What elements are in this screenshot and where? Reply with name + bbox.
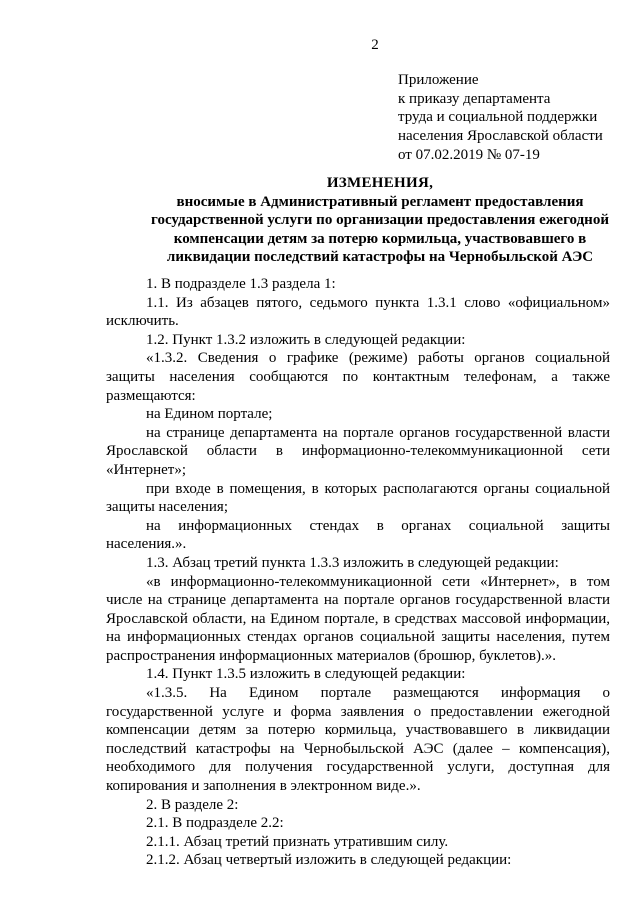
body-line: 2.1.1. Абзац третий признать утратившим силу. (146, 833, 449, 850)
title-line: ликвидации последствий катастрофы на Чернобыльской АЭС (166, 249, 594, 266)
body-line: на странице департамента на портале органов государственной власти (146, 424, 610, 441)
body-line: копирования и заполнения в электронном виде.». (106, 778, 421, 795)
title-heading: ИЗМЕНЕНИЯ, (326, 175, 434, 191)
body-line: на Едином портале; (146, 406, 273, 423)
body-line: 1.2. Пункт 1.3.2 изложить в следующей редакции: (146, 331, 466, 348)
appendix-line: труда и социальной поддержки (398, 109, 598, 126)
body-line: 1.1. Из абзацев пятого, седьмого пункта 1.3.1 слово «официальном» (146, 294, 610, 311)
body-line: защиты населения сообщаются по контактным телефонам, а также (106, 368, 610, 385)
body-line: последствий катастрофы на Чернобыльской АЭС (далее – компенсация), (106, 740, 610, 757)
appendix-line: населения Ярославской области (398, 128, 603, 145)
body-line: на информационных стендах органов социальной защиты населения, путем (106, 629, 610, 646)
body-line: 2.1. В подразделе 2.2: (146, 815, 284, 832)
appendix-block (398, 71, 603, 165)
body-line: населения.». (106, 536, 187, 553)
body-line: «Интернет»; (106, 461, 186, 478)
body-line: «1.3.5. На Едином портале размещаются информация о (146, 685, 610, 702)
title-line: вносимые в Административный регламент предоставления (176, 193, 584, 210)
body-line: необходимого для получения государственной услуги, доступная для (106, 759, 610, 776)
document-title (100, 174, 640, 267)
body-line: исключить. (106, 313, 179, 330)
body-line: на информационных стендах в органах социальной защиты (146, 517, 610, 534)
body-line: Ярославской области в информационно-телекоммуникационной сети (106, 443, 610, 460)
body-line: 2.1.2. Абзац четвертый изложить в следующей редакции: (146, 852, 512, 869)
document-body (106, 275, 610, 870)
page-number: 2 (371, 37, 379, 53)
body-line: распространения информационных материалов (брошюр, буклетов).». (106, 647, 557, 664)
body-line: 1.4. Пункт 1.3.5 изложить в следующей редакции: (146, 666, 466, 683)
body-line: компенсации детям за потерю кормильца, участвовавшего в ликвидации (106, 722, 610, 739)
appendix-line: к приказу департамента (398, 90, 551, 107)
appendix-line: Приложение (398, 72, 479, 88)
body-line: «1.3.2. Сведения о графике (режиме) работы органов социальной (146, 350, 610, 367)
body-line: «в информационно-телекоммуникационной сети «Интернет», в том (146, 573, 610, 590)
body-line: государственной услуге и форма заявления о предоставлении ежегодной (106, 703, 610, 720)
title-line: компенсации детям за потерю кормильца, участвовавшего в (173, 230, 587, 247)
appendix-line: от 07.02.2019 № 07-19 (398, 146, 540, 163)
body-line: защиты населения; (106, 499, 228, 516)
body-line: Ярославской области, на Едином портале, в средствах массовой информации, (106, 610, 610, 627)
body-line: размещаются: (106, 387, 196, 404)
title-line: государственной услуги по организации предоставления ежегодной (151, 212, 609, 229)
body-line: 1.3. Абзац третий пункта 1.3.3 изложить в следующей редакции: (146, 554, 559, 571)
body-line: числе на странице департамента на портале органов государственной власти (106, 592, 610, 609)
body-line: 2. В разделе 2: (146, 796, 239, 813)
body-line: 1. В подразделе 1.3 раздела 1: (146, 276, 336, 292)
body-line: при входе в помещения, в которых располагаются органы социальной (146, 480, 610, 497)
